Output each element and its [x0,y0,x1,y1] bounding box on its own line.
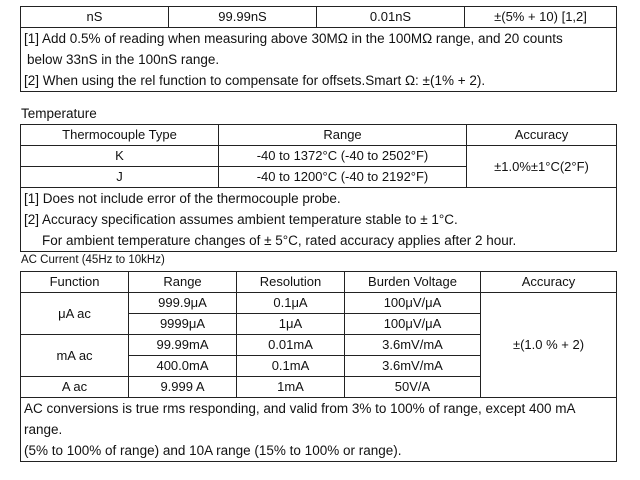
note-line: [2] When using the rel function to compensate for offsets.Smart Ω: ±(1% + 2). [24,73,486,88]
table-row [21,293,617,314]
header-accuracy: Accuracy [481,272,617,293]
ac-current-table [20,271,617,462]
range-cell: 99.99nS [169,7,317,28]
resolution-cell: 1μA [237,314,345,335]
header-burden: Burden Voltage [345,272,481,293]
header-range: Range [219,125,467,146]
ac-current-title: AC Current (45Hz to 10kHz) [21,254,165,266]
range-cell: 9999μA [129,314,237,335]
burden-cell: 50V/A [345,377,481,398]
burden-cell: 100μV/μA [345,314,481,335]
note-line: AC conversions is true rms responding, and valid from 3% to 100% of range, except 400 mA [24,401,576,416]
type-cell: J [21,167,219,188]
resolution-cell: 0.1μA [237,293,345,314]
function-cell: nS [21,7,169,28]
accuracy-cell: ±(1.0 % + 2) [481,293,617,398]
table-row [21,7,617,28]
header-range: Range [129,272,237,293]
range-cell: -40 to 1372°C (-40 to 2502°F) [219,146,467,167]
header-resolution: Resolution [237,272,345,293]
note-line: [2] Accuracy specification assumes ambient temperature stable to ± 1°C. [24,212,458,227]
notes-cell [21,398,617,462]
notes-row [21,398,617,462]
accuracy-cell: ±1.0%±1°C(2°F) [467,146,617,188]
type-cell: K [21,146,219,167]
range-cell: 999.9μA [129,293,237,314]
header-row [21,125,617,146]
resolution-cell: 1mA [237,377,345,398]
notes-cell [21,28,617,92]
function-cell: μA ac [21,293,129,335]
header-function: Function [21,272,129,293]
range-cell: 9.999 A [129,377,237,398]
resolution-cell: 0.01nS [317,7,465,28]
note-line: (5% to 100% of range) and 10A range (15% to 100% or range). [24,443,402,458]
note-line: [1] Add 0.5% of reading when measuring above 30MΩ in the 100MΩ range, and 20 counts [24,31,563,46]
resolution-cell: 0.1mA [237,356,345,377]
note-line: below 33nS in the 100nS range. [27,52,220,67]
top-spec-table [20,6,617,92]
function-cell: mA ac [21,335,129,377]
range-cell: -40 to 1200°C (-40 to 2192°F) [219,167,467,188]
notes-cell [21,188,617,252]
header-row [21,272,617,293]
accuracy-cell: ±(5% + 10) [1,2] [465,7,617,28]
range-cell: 400.0mA [129,356,237,377]
header-accuracy: Accuracy [467,125,617,146]
burden-cell: 100μV/μA [345,293,481,314]
note-line: For ambient temperature changes of ± 5°C, rated accuracy applies after 2 hour. [42,233,517,248]
temperature-title: Temperature [21,106,97,121]
note-line: [1] Does not include error of the thermocouple probe. [24,191,341,206]
notes-row [21,188,617,252]
temperature-table [20,124,617,252]
notes-row [21,28,617,92]
table-row [21,146,617,167]
function-cell: A ac [21,377,129,398]
burden-cell: 3.6mV/mA [345,335,481,356]
resolution-cell: 0.01mA [237,335,345,356]
note-line: range. [24,422,63,437]
burden-cell: 3.6mV/mA [345,356,481,377]
range-cell: 99.99mA [129,335,237,356]
header-type: Thermocouple Type [21,125,219,146]
